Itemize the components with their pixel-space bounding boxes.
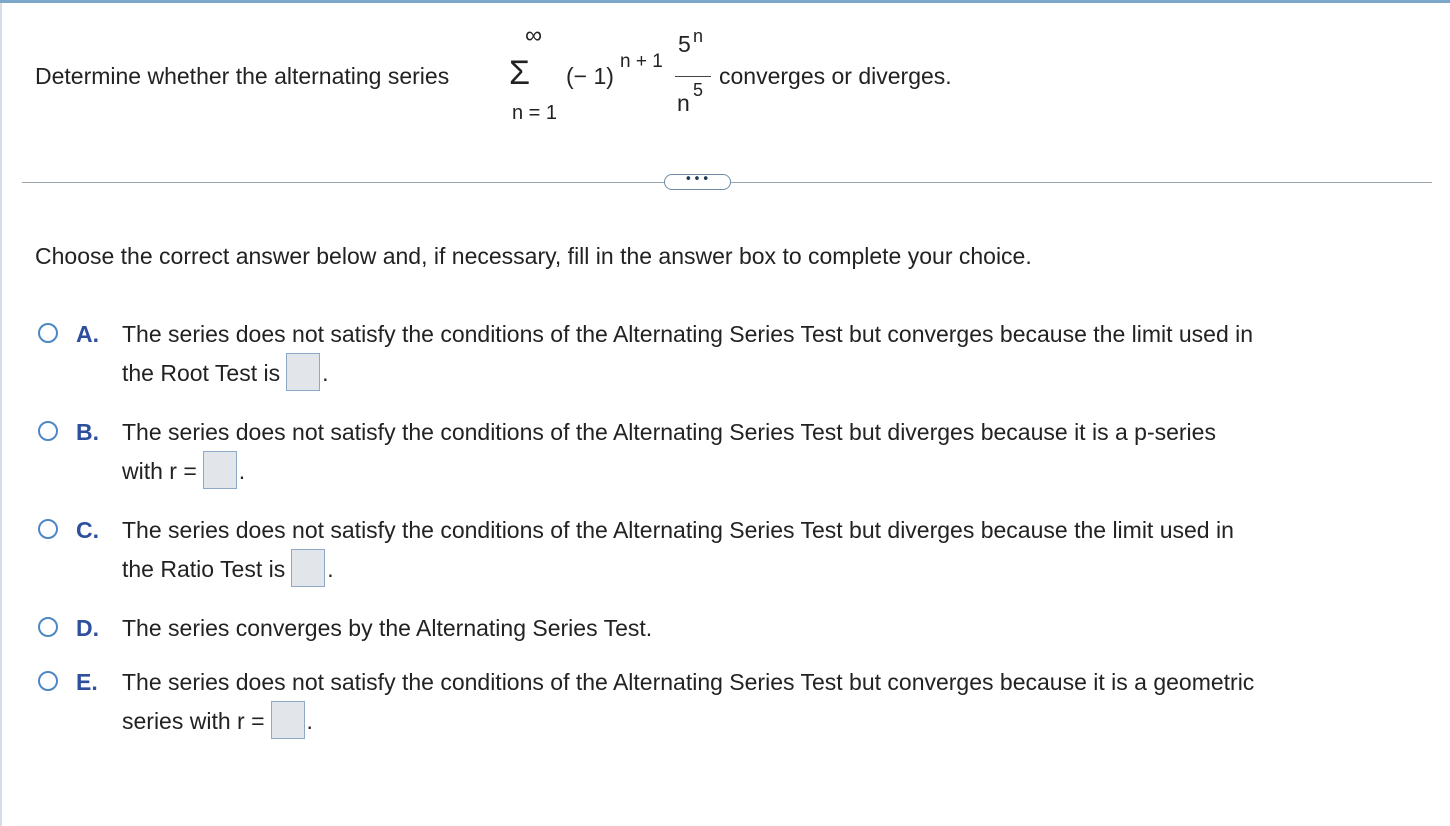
choice-d-radio[interactable] <box>38 617 58 637</box>
choice-d-line1: The series converges by the Alternating Series Test. <box>122 615 653 641</box>
choice-e-radio[interactable] <box>38 671 58 691</box>
choice-b-letter: B. <box>76 419 99 445</box>
choice-b-answer-box[interactable] <box>203 451 237 489</box>
choice-b-radio[interactable] <box>38 421 58 441</box>
choice-b-period: . <box>238 458 246 484</box>
choice-e-line2 <box>122 701 1254 739</box>
choice-d[interactable] <box>38 614 1418 644</box>
choice-c-period: . <box>327 556 334 582</box>
choice-e-text <box>122 663 1254 739</box>
choice-c-line2 <box>122 549 1234 587</box>
left-border <box>0 3 2 826</box>
choice-b-text <box>122 413 1216 489</box>
choice-a-line1: The series does not satisfy the conditions of the Alternating Series Test but converges because the limit used in <box>122 321 1254 347</box>
fraction-bar <box>675 76 711 77</box>
choice-d-letter: D. <box>76 615 99 641</box>
sum-lower-limit: n = 1 <box>512 102 558 124</box>
instruction-text: Choose the correct answer below and, if necessary, fill in the answer box to complete your choice. <box>35 243 1032 269</box>
fraction-numerator: 5 <box>678 31 691 57</box>
choice-a-answer-box[interactable] <box>286 353 320 391</box>
choice-a-letter: A. <box>76 321 99 347</box>
choice-c-radio[interactable] <box>38 519 58 539</box>
choice-c[interactable] <box>38 516 1418 582</box>
choice-c-line2-text: the Ratio Test is <box>122 556 286 582</box>
sum-upper-limit: ∞ <box>525 22 543 49</box>
choice-a-radio[interactable] <box>38 323 58 343</box>
choice-e-letter: E. <box>76 669 98 695</box>
choice-a-line2 <box>122 353 1253 391</box>
choice-b[interactable] <box>38 418 1418 484</box>
choice-e-period: . <box>306 708 313 734</box>
numerator-exponent: n <box>693 26 704 46</box>
top-border <box>0 0 1450 3</box>
choice-e-line1: The series does not satisfy the conditions of the Alternating Series Test but converges because it is a geometric <box>122 669 1255 695</box>
choice-e-line2-text: series with r = <box>122 708 265 734</box>
choice-c-answer-box[interactable] <box>291 549 325 587</box>
choice-c-line1: The series does not satisfy the conditions of the Alternating Series Test but diverges because the limit used in <box>122 517 1234 543</box>
sigma-symbol: Σ <box>509 54 531 92</box>
choice-a-period: . <box>322 360 329 386</box>
choice-b-line2 <box>122 451 1216 489</box>
choice-e[interactable] <box>38 668 1418 734</box>
choice-b-line1: The series does not satisfy the conditions of the Alternating Series Test but diverges because it is a p-series <box>122 419 1216 445</box>
choice-a-line2-text: the Root Test is <box>122 360 281 386</box>
choice-e-answer-box[interactable] <box>271 701 305 739</box>
choice-a-text <box>122 315 1253 391</box>
choice-d-text <box>122 609 652 647</box>
denominator-exponent: 5 <box>693 80 704 100</box>
alternating-exponent: n + 1 <box>620 51 663 72</box>
question-suffix: converges or diverges. <box>719 63 952 89</box>
choice-c-letter: C. <box>76 517 99 543</box>
choice-a[interactable] <box>38 320 1418 386</box>
show-more-button[interactable]: ••• <box>664 174 731 190</box>
choice-c-text <box>122 511 1234 587</box>
alternating-factor: (− 1) <box>566 63 614 89</box>
fraction-denominator: n <box>677 90 690 116</box>
question-prefix: Determine whether the alternating series <box>35 63 450 89</box>
choice-b-line2-text: with r = <box>122 458 197 484</box>
